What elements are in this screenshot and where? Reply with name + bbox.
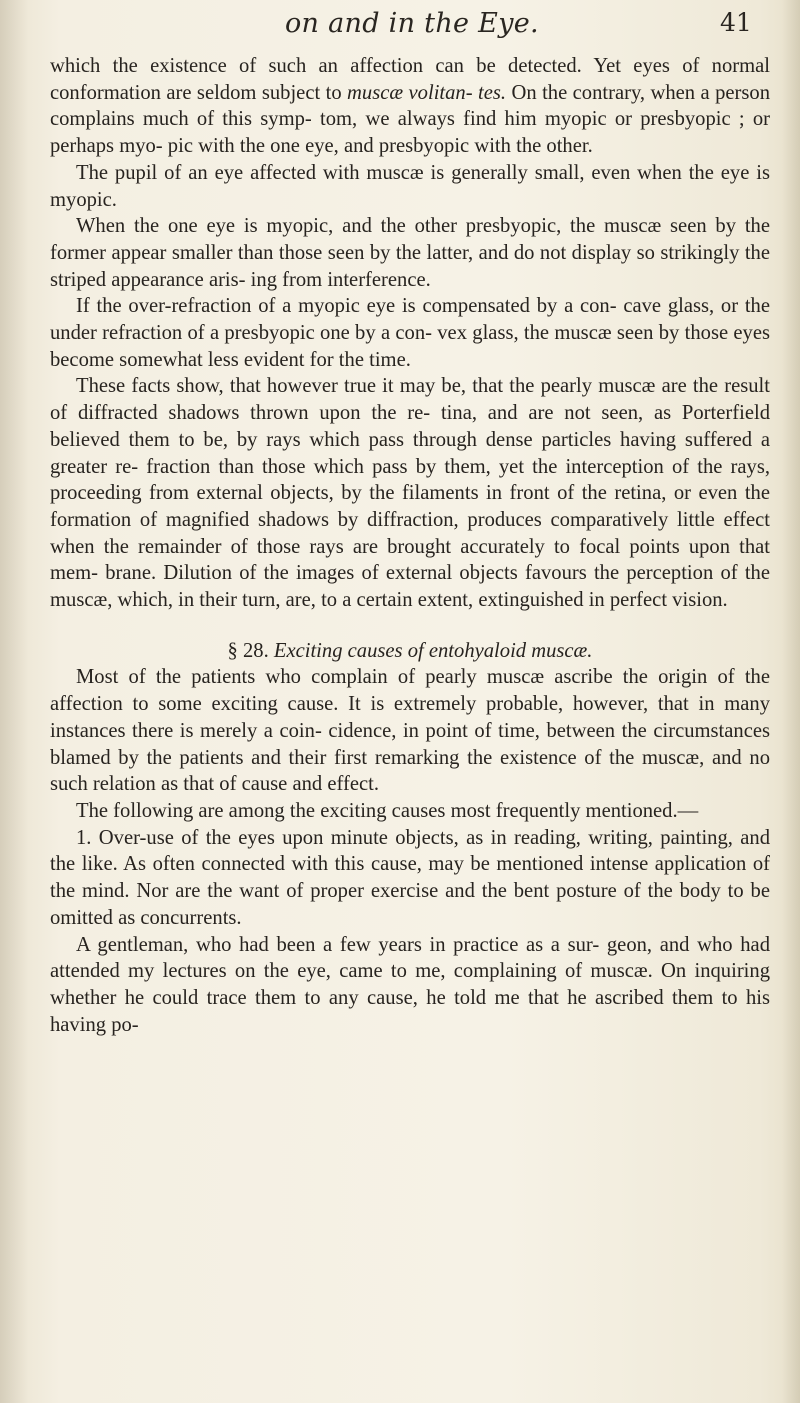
section-title: Exciting causes of entohyaloid muscæ. bbox=[273, 639, 593, 662]
paragraph-1-italic: muscæ volitan- tes. bbox=[347, 81, 507, 104]
paragraph-4: If the over-refraction of a myopic eye is compensated by a con- cave glass, or the under refraction of a presbyopic one by a con- vex glass, the muscæ seen by those eyes become somewhat less evident for the time. bbox=[50, 295, 770, 371]
paragraph-6: Most of the patients who complain of pearly muscæ ascribe the origin of the affection to some exciting cause. It is extremely probable, however, that in many instances there is merely a coin- cidence, in point of time, between the circumstances blamed by the patients and their first remarking the existence of the muscæ, and no such relation as that of cause and effect. bbox=[50, 666, 770, 796]
paragraph-8: 1. Over-use of the eyes upon minute objects, as in reading, writing, painting, and the like. As often connected with this cause, may be mentioned intense application of the mind. Nor are the want of proper exercise and the bent posture of the body to be omitted as concurrents. bbox=[50, 826, 770, 929]
gutter-shadow bbox=[0, 0, 28, 1403]
running-header bbox=[0, 4, 800, 44]
paragraph-2: The pupil of an eye affected with muscæ is generally small, even when the eye is myopic. bbox=[50, 161, 770, 211]
paragraph-1-part-a: which the existence of such an affection can be detected. Yet eyes of normal conformation are seldom subject to bbox=[50, 55, 770, 104]
paragraph-1-part-c: On the contrary, when a person complains much of this symp- tom, we always find him myopic or presbyopic ; or perhaps myo- pic with the one eye, and presbyopic with the other. bbox=[50, 81, 770, 158]
section-heading bbox=[50, 638, 770, 665]
paragraph-9: A gentleman, who had been a few years in practice as a sur- geon, and who had attended my lectures on the eye, came to me, complaining of muscæ. On inquiring whether he could trace them to any cause, he told me that he ascribed them to his having po- bbox=[50, 933, 770, 1036]
running-title: on and in the Eye. bbox=[285, 8, 539, 39]
section-number: § 28. bbox=[227, 639, 269, 662]
body-text bbox=[50, 53, 770, 1038]
paragraph-7: The following are among the exciting causes most frequently mentioned.— bbox=[76, 799, 699, 822]
paragraph-3: When the one eye is myopic, and the other presbyopic, the muscæ seen by the former appear smaller than those seen by the latter, and do not display so strikingly the striped appearance aris- ing from interference. bbox=[50, 215, 770, 291]
paragraph-5: These facts show, that however true it may be, that the pearly muscæ are the result of diffracted shadows thrown upon the re- tina, and are not seen, as Porterfield believed them to be, by rays which pass through dense particles having suffered a greater re- fraction than those which pass by them, yet the interception of the rays, proceeding from external objects, by the filaments in front of the retina, or even the formation of magnified shadows by diffraction, produces comparatively little effect when the remainder of those rays are brought accurately to focal points upon that mem- brane. Dilution of the images of external objects favours the perception of the muscæ, which, in their turn, are, to a certain extent, extinguished in perfect vision. bbox=[50, 375, 770, 612]
paragraph-1 bbox=[50, 53, 770, 160]
page-edge bbox=[782, 0, 800, 1403]
page-number: 41 bbox=[720, 8, 752, 37]
